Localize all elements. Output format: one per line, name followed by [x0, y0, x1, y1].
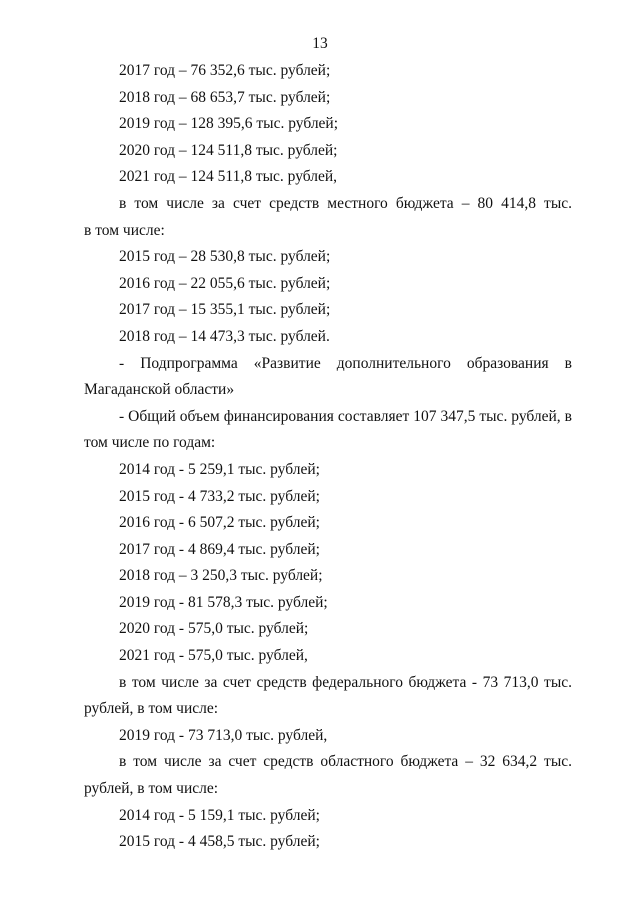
text-line: в том числе за счет средств федерального бюджета - 73 713,0 тыс.	[119, 673, 572, 691]
text-line: Магаданской области»	[84, 381, 235, 399]
text-line: 2019 год – 128 395,6 тыс. рублей;	[119, 115, 339, 133]
text-line: 2017 год – 15 355,1 тыс. рублей;	[119, 301, 331, 319]
text-line: 2015 год - 4 458,5 тыс. рублей;	[119, 833, 320, 851]
text-line: 2015 год – 28 530,8 тыс. рублей;	[119, 248, 331, 266]
text-line: рублей, в том числе:	[84, 700, 219, 718]
text-line: 2019 год - 73 713,0 тыс. рублей,	[119, 726, 328, 744]
text-line: в том числе:	[84, 221, 165, 239]
text-line: 2019 год - 81 578,3 тыс. рублей;	[119, 593, 328, 611]
text-line: рублей, в том числе:	[84, 780, 219, 798]
text-line: 2021 год – 124 511,8 тыс. рублей,	[119, 168, 338, 186]
text-line: в том числе за счет средств областного бюджета – 32 634,2 тыс.	[119, 753, 572, 771]
text-line: 2016 год – 22 055,6 тыс. рублей;	[119, 274, 331, 292]
text-line: 2021 год - 575,0 тыс. рублей,	[119, 647, 308, 665]
text-line: 2016 год - 6 507,2 тыс. рублей;	[119, 514, 320, 532]
text-line: 2018 год – 3 250,3 тыс. рублей;	[119, 567, 323, 585]
page-number: 13	[312, 35, 328, 52]
text-line: - Общий объем финансирования составляет 107 347,5 тыс. рублей, в	[119, 407, 572, 425]
text-line: 2017 год - 4 869,4 тыс. рублей;	[119, 540, 320, 558]
text-line: 2018 год – 68 653,7 тыс. рублей;	[119, 88, 331, 106]
text-line: 2020 год - 575,0 тыс. рублей;	[119, 620, 309, 638]
text-line: в том числе за счет средств местного бюджета – 80 414,8 тыс.	[119, 194, 572, 212]
text-line: 2017 год – 76 352,6 тыс. рублей;	[119, 62, 331, 79]
text-line: 2014 год - 5 259,1 тыс. рублей;	[119, 460, 320, 478]
text-line: 2015 год - 4 733,2 тыс. рублей;	[119, 487, 320, 505]
text-line: 2020 год – 124 511,8 тыс. рублей;	[119, 141, 338, 159]
text-line: том числе по годам:	[84, 434, 216, 452]
text-line: 2014 год - 5 159,1 тыс. рублей;	[119, 806, 320, 824]
text-line: 2018 год – 14 473,3 тыс. рублей.	[119, 327, 330, 345]
text-line: - Подпрограмма «Развитие дополнительного образования в	[119, 354, 572, 372]
document-body	[84, 58, 572, 856]
